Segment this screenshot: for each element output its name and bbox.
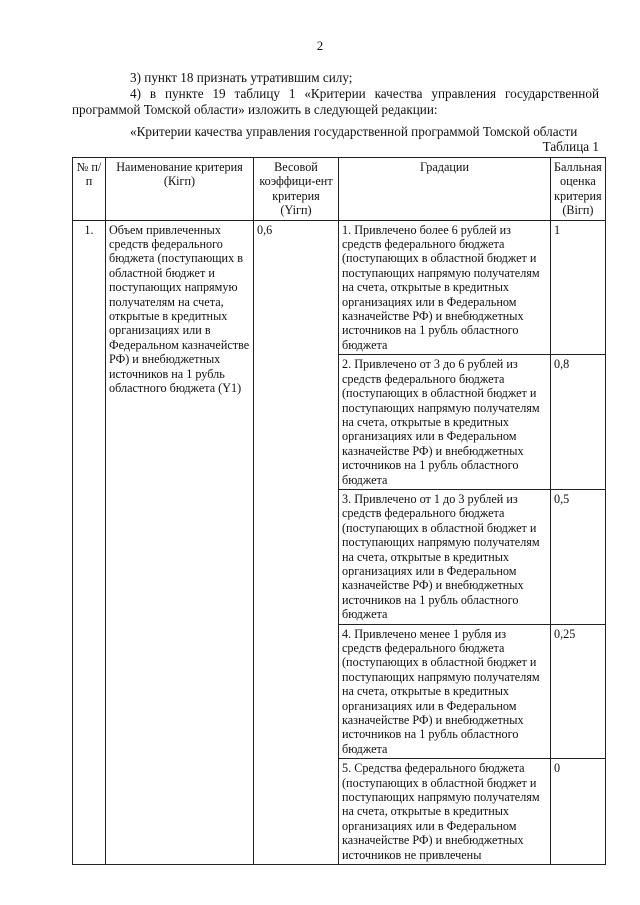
gradation-1: 1. Привлечено более 6 рублей из средств федерального бюджета (поступающих в областной бюджет и поступающих напрямую получателям на счета, открытые в кредитных организациях или в Федеральном казначействе РФ) и внебюджетных источников на 1 рубль областного бюджета — [339, 220, 551, 355]
table-caption: Таблица 1 — [542, 139, 599, 154]
header-grades: Градации — [339, 158, 551, 221]
paragraph-item-3: 3) пункт 18 признать утратившим силу; — [130, 70, 353, 85]
row-num: 1. — [73, 220, 106, 864]
page-number: 2 — [316, 38, 324, 53]
header-num: № п/п — [73, 158, 106, 221]
score-1: 1 — [551, 220, 606, 355]
table-header-row — [73, 158, 606, 221]
gradation-3: 3. Привлечено от 1 до 3 рублей из средств федерального бюджета (поступающих в областной бюджет и поступающих напрямую получателям на счета, открытые в кредитных организациях или в Федеральном казначействе РФ) и внебюджетных источников на 1 рубль областного бюджета — [339, 489, 551, 624]
header-name: Наименование критерия (Кiгп) — [106, 158, 254, 221]
header-weight: Весовой коэффици-ент критерия (Yiгп) — [254, 158, 339, 221]
table-row — [73, 220, 606, 355]
gradation-5: 5. Средства федерального бюджета (поступающих в областной бюджет и поступающих напрямую получателям на счета, открытые в кредитных организациях или в Федеральном казначействе РФ) и внебюджетных источников не привлечены — [339, 759, 551, 865]
score-4: 0,25 — [551, 624, 606, 759]
gradation-4: 4. Привлечено менее 1 рубля из средств федерального бюджета (поступающих в областной бюджет и поступающих напрямую получателям на счета, открытые в кредитных организациях или в Федеральном казначействе РФ) и внебюджетных источников на 1 рубль областного бюджета — [339, 624, 551, 759]
table-title: «Критерии качества управления государственной программой Томской области — [130, 124, 578, 139]
criterion-name: Объем привлеченных средств федерального бюджета (поступающих в областной бюджет и поступающих напрямую получателям на счета, открытые в кредитных организациях или в Федеральном казначействе РФ) и внебюджетных источников на 1 рубль областного бюджета (Y1) — [106, 220, 254, 864]
gradation-2: 2. Привлечено от 3 до 6 рублей из средств федерального бюджета (поступающих в областной бюджет и поступающих напрямую получателям на счета, открытые в кредитных организациях или в Федеральном казначействе РФ) и внебюджетных источников на 1 рубль областного бюджета — [339, 355, 551, 490]
criteria-table — [72, 157, 606, 865]
criterion-weight: 0,6 — [254, 220, 339, 864]
score-5: 0 — [551, 759, 606, 865]
score-2: 0,8 — [551, 355, 606, 490]
header-score: Балльная оценка критерия (Вiгп) — [551, 158, 606, 221]
paragraph-item-4: 4) в пункте 19 таблицу 1 «Критерии качества управления государственной программой Томской области» изложить в следующей редакции: — [72, 86, 599, 117]
score-3: 0,5 — [551, 489, 606, 624]
